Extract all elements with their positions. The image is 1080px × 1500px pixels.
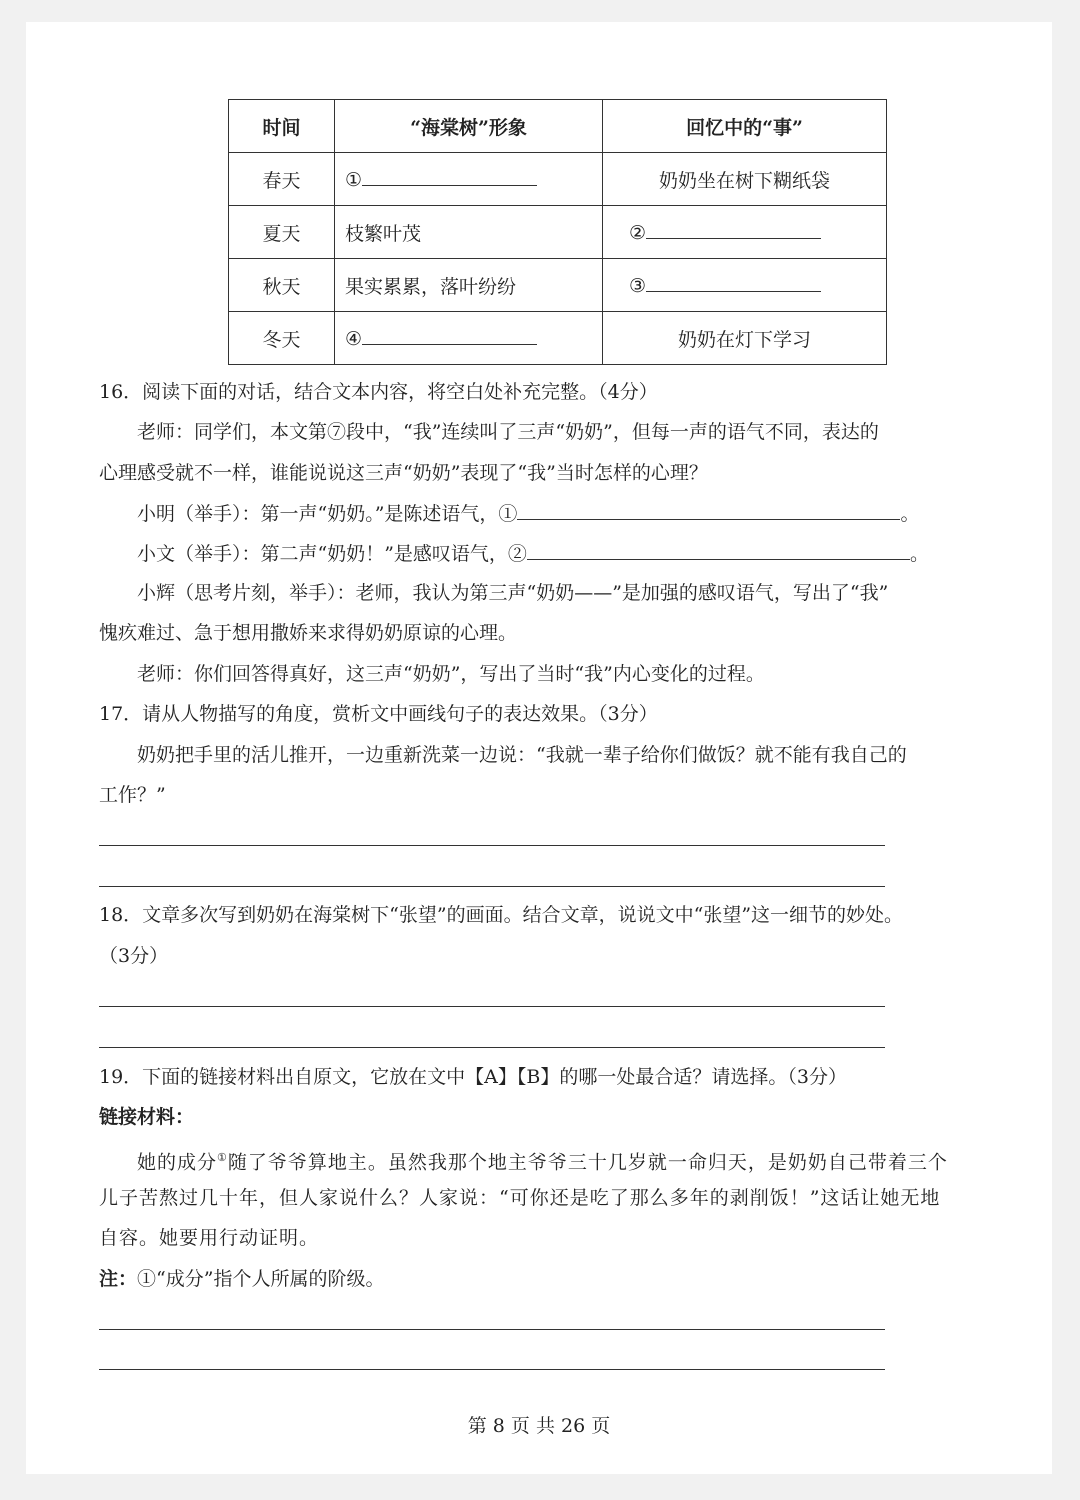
exam-page [26, 22, 1052, 1474]
answer-line[interactable] [99, 1047, 885, 1048]
answer-blank[interactable] [646, 273, 821, 292]
answer-line[interactable] [99, 1329, 885, 1330]
image-cell: 枝繁叶茂 [335, 206, 603, 259]
q16-xiaowen-line [137, 541, 929, 566]
material-line-c: 自容。她要用行动证明。 [99, 1227, 320, 1249]
q16-xiaohui-line-a: 小辉（思考片刻，举手）：老师，我认为第三声“奶奶——”是加强的感叹语气，写出了“我” [137, 582, 889, 604]
q16-title: 16．阅读下面的对话，结合文本内容，将空白处补充完整。（4分） [99, 381, 658, 403]
note-text: ①“成分”指个人所属的阶级。 [137, 1268, 385, 1290]
q16-xiaoming-text: 小明（举手）：第一声“奶奶。”是陈述语气，① [137, 503, 518, 525]
q18-title-b: （3分） [99, 945, 169, 967]
q19-title: 19．下面的链接材料出自原文，它放在文中【A】【B】的哪一处最合适？请选择。（3分） [99, 1066, 847, 1088]
table-header-cell: 时间 [229, 100, 335, 153]
answer-blank[interactable] [362, 167, 537, 186]
material-line-b: 儿子苦熬过几十年，但人家说什么？人家说：“可你还是吃了那么多年的剥削饭！”这话让她无地 [99, 1187, 941, 1209]
season-cell: 秋天 [229, 259, 335, 312]
q16-xiaohui-line-b: 愧疚难过、急于想用撒娇来求得奶奶原谅的心理。 [99, 622, 518, 644]
table-row [229, 153, 887, 206]
answer-line[interactable] [99, 1369, 885, 1370]
q16-teacher-closing: 老师：你们回答得真好，这三声“奶奶”，写出了当时“我”内心变化的过程。 [137, 663, 765, 685]
season-cell: 冬天 [229, 312, 335, 365]
note-line [99, 1267, 384, 1291]
image-cell: 果实累累，落叶纷纷 [335, 259, 603, 312]
end-mark: 。 [900, 503, 920, 525]
q17-title: 17．请从人物描写的角度，赏析文中画线句子的表达效果。（3分） [99, 703, 658, 725]
link-material-label: 链接材料： [99, 1106, 195, 1128]
blank-number: ③ [629, 275, 647, 297]
blank-number: ② [629, 222, 647, 244]
answer-blank[interactable] [646, 220, 821, 239]
answer-line[interactable] [99, 845, 885, 846]
answer-blank-2[interactable] [527, 541, 910, 560]
event-cell: 奶奶坐在树下糊纸袋 [603, 153, 887, 206]
season-cell: 夏天 [229, 206, 335, 259]
q18-title-a: 18．文章多次写到奶奶在海棠树下“张望”的画面。结合文章，说说文中“张望”这一细节的妙处。 [99, 904, 904, 926]
note-label: 注： [99, 1268, 138, 1290]
table-header-cell: 回忆中的“事” [603, 100, 887, 153]
table-header-row [229, 100, 887, 153]
footnote-marker: ① [217, 1151, 228, 1164]
blank-number: ④ [345, 328, 363, 350]
answer-blank[interactable] [362, 326, 537, 345]
answer-line[interactable] [99, 886, 885, 887]
q16-xiaoming-line [137, 501, 919, 526]
blank-number: ① [345, 169, 363, 191]
q16-teacher-line-a: 老师：同学们，本文第⑦段中，“我”连续叫了三声“奶奶”，但每一声的语气不同，表达的 [137, 421, 879, 443]
q17-quote-b: 工作？” [99, 784, 166, 806]
image-cell [335, 153, 603, 206]
image-cell [335, 312, 603, 365]
table-row [229, 312, 887, 365]
season-table [228, 99, 887, 365]
q16-teacher-line-b: 心理感受就不一样，谁能说说这三声“奶奶”表现了“我”当时怎样的心理？ [99, 462, 708, 484]
material-text: 随了爷爷算地主。虽然我那个地主爷爷三十几岁就一命归天，是奶奶自己带着三个 [227, 1151, 948, 1174]
table-row [229, 259, 887, 312]
event-cell [603, 259, 887, 312]
q17-quote-a: 奶奶把手里的活儿推开，一边重新洗菜一边说：“我就一辈子给你们做饭？就不能有我自己的 [137, 744, 907, 766]
season-cell: 春天 [229, 153, 335, 206]
answer-line[interactable] [99, 1006, 885, 1007]
q16-xiaowen-text: 小文（举手）：第二声“奶奶！”是感叹语气，② [137, 543, 527, 565]
table-header-cell: “海棠树”形象 [335, 100, 603, 153]
answer-blank-1[interactable] [517, 501, 900, 520]
material-text: 她的成分 [137, 1151, 218, 1174]
table-row [229, 206, 887, 259]
page-number: 第 8 页 共 26 页 [467, 1415, 611, 1437]
material-line-a [137, 1146, 948, 1174]
end-mark: 。 [909, 543, 929, 565]
event-cell [603, 206, 887, 259]
event-cell: 奶奶在灯下学习 [603, 312, 887, 365]
